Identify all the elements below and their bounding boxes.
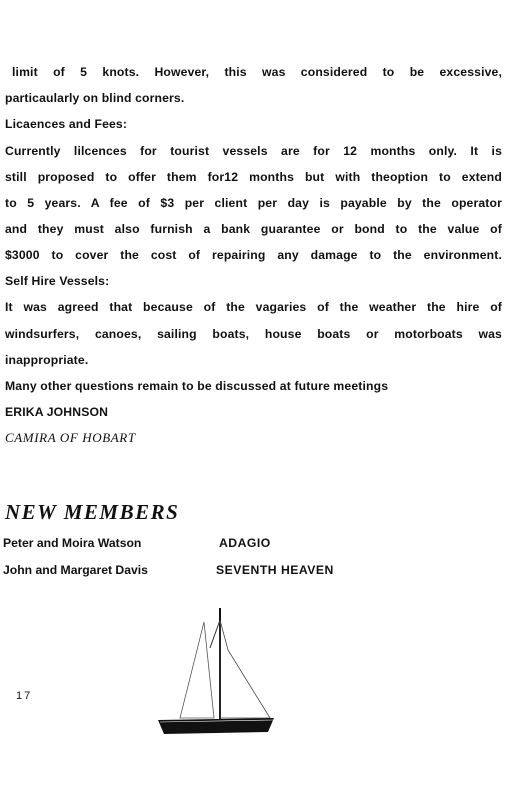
article-line: inappropriate. [5,353,89,367]
article-line: windsurfers, canoes, sailing boats, house boats or motorboats was [5,327,502,341]
member-boat: ADAGIO [219,536,271,550]
article-line: $3000 to cover the cost of repairing any damage to the environment. [5,248,502,262]
article-line: particaularly on blind corners. [5,91,185,105]
section-heading-self-hire: Self Hire Vessels: [5,274,110,288]
new-members-heading: NEW MEMBERS [5,500,180,524]
member-name: John and Margaret Davis [3,563,148,577]
section-heading-licences: Licaences and Fees: [5,117,128,131]
sailboat-icon [150,600,280,740]
author-boat: CAMIRA OF HOBART [5,430,136,445]
member-name: Peter and Moira Watson [3,536,142,550]
member-boat: SEVENTH HEAVEN [216,563,334,577]
author-name: ERIKA JOHNSON [5,405,109,419]
article-line: and they must also furnish a bank guarantee or bond to the value of [5,222,502,236]
article-line: It was agreed that because of the vagaries of the weather the hire of [5,300,502,314]
article-line: still proposed to offer them for12 months but with theoption to extend [5,170,502,184]
page-number: 17 [16,690,33,702]
article-line: to 5 years. A fee of $3 per client per day is payable by the operator [5,196,502,210]
article-line: limit of 5 knots. However, this was considered to be excessive, [12,65,502,79]
article-line: Many other questions remain to be discussed at future meetings [5,379,389,393]
article-line: Currently lilcences for tourist vessels are for 12 months only. It is [5,144,502,158]
